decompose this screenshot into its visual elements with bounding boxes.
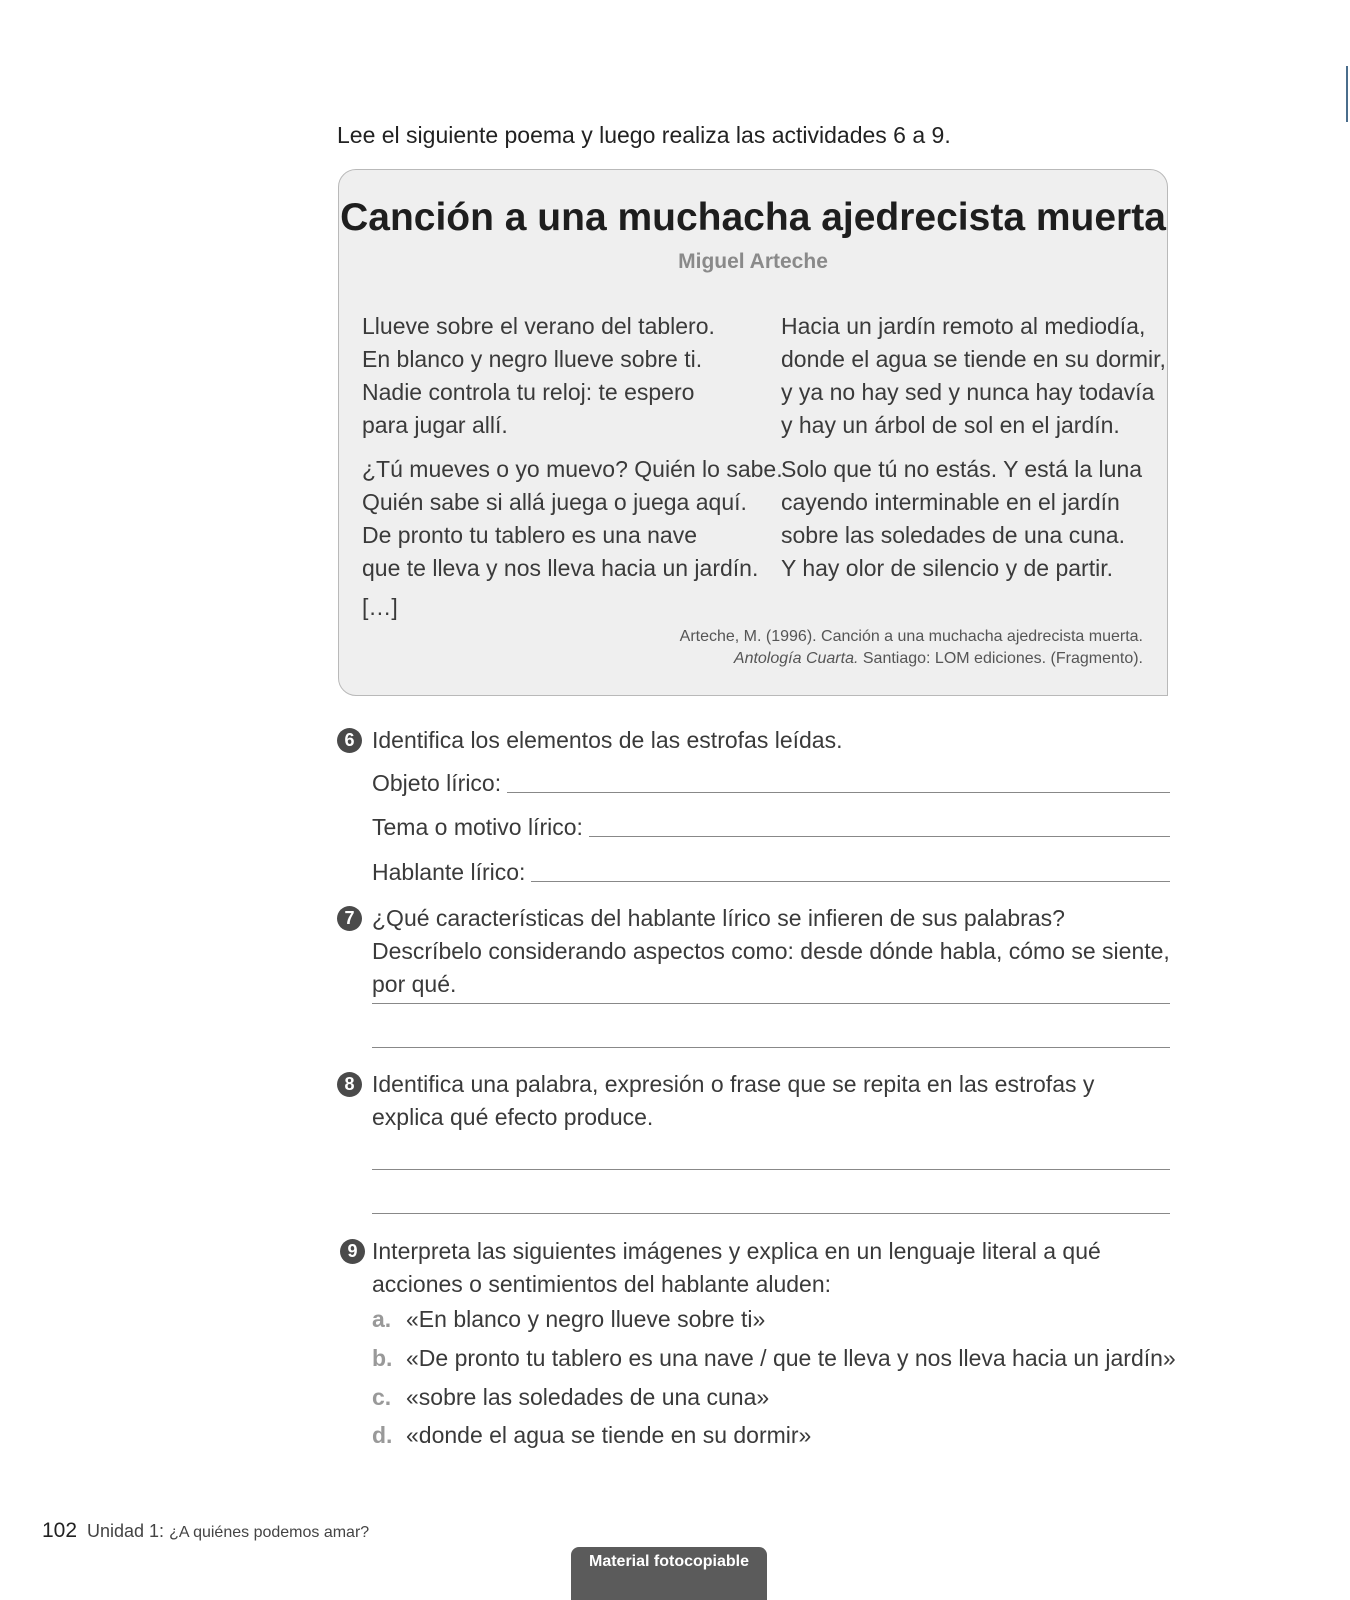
field-label: Objeto lírico: <box>372 770 502 796</box>
poem-title: Canción a una muchacha ajedrecista muerta <box>340 196 1166 239</box>
stanza <box>362 310 783 442</box>
citation-rest: Santiago: LOM ediciones. (Fragmento). <box>858 650 1143 667</box>
question-8 <box>337 1068 1177 1134</box>
objeto-lirico-field[interactable] <box>372 770 1170 797</box>
poem-column-right <box>781 310 1166 596</box>
verse: donde el agua se tiende en su dormir, <box>781 346 1166 372</box>
option-letter: b. <box>372 1345 393 1371</box>
option-d <box>372 1422 811 1449</box>
photocopy-badge: Material fotocopiable <box>571 1547 767 1600</box>
verse: Hacia un jardín remoto al mediodía, <box>781 313 1146 339</box>
option-letter: d. <box>372 1422 393 1448</box>
verse: para jugar allí. <box>362 412 508 438</box>
verse: Nadie controla tu reloj: te espero <box>362 379 695 405</box>
verse: sobre las soledades de una cuna. <box>781 522 1125 548</box>
tema-lirico-field[interactable] <box>372 814 1170 841</box>
poem-column-left <box>362 310 783 596</box>
verse: que te lleva y nos lleva hacia un jardín. <box>362 555 759 581</box>
question-text: ¿Qué características del hablante lírico se infieren de sus palabras? Descríbelo considerando aspectos como: desde dónde habla, cómo se siente, por qué. <box>372 905 1170 997</box>
question-text: Identifica una palabra, expresión o frase que se repita en las estrofas y explica qué efecto produce. <box>372 1071 1095 1130</box>
option-b <box>372 1345 1176 1372</box>
question-number-badge: 7 <box>337 906 362 931</box>
stanza <box>362 453 783 585</box>
citation <box>680 626 1143 670</box>
answer-line[interactable] <box>531 881 1170 882</box>
option-text: «En blanco y negro llueve sobre ti» <box>406 1306 766 1332</box>
question-text: Identifica los elementos de las estrofas leídas. <box>372 727 843 753</box>
option-letter: c. <box>372 1384 392 1410</box>
answer-line[interactable] <box>372 1047 1170 1048</box>
poem-ellipsis: […] <box>362 594 398 620</box>
answer-line[interactable] <box>372 1213 1170 1214</box>
stanza <box>781 453 1166 585</box>
answer-line[interactable] <box>372 1003 1170 1004</box>
option-text: «De pronto tu tablero es una nave / que te lleva y nos lleva hacia un jardín» <box>406 1345 1176 1371</box>
option-c <box>372 1384 769 1411</box>
citation-line-1: Arteche, M. (1996). Canción a una muchacha ajedrecista muerta. <box>679 628 1143 645</box>
verse: ¿Tú mueves o yo muevo? Quién lo sabe. <box>362 456 783 482</box>
hablante-lirico-field[interactable] <box>372 859 1170 886</box>
instructions: Lee el siguiente poema y luego realiza las actividades 6 a 9. <box>337 122 951 148</box>
unit-label <box>87 1521 369 1542</box>
unit-title: ¿A quiénes podemos amar? <box>169 1524 370 1541</box>
verse: y hay un árbol de sol en el jardín. <box>781 412 1120 438</box>
field-label: Hablante lírico: <box>372 859 526 885</box>
verse: cayendo interminable en el jardín <box>781 489 1120 515</box>
answer-line[interactable] <box>372 1169 1170 1170</box>
question-9 <box>337 1235 1177 1301</box>
option-a <box>372 1306 765 1333</box>
option-text: «donde el agua se tiende en su dormir» <box>406 1422 812 1448</box>
citation-line-2 <box>680 648 1143 670</box>
poem-author: Miguel Arteche <box>678 250 828 273</box>
question-number-badge: 6 <box>337 728 362 753</box>
field-label: Tema o motivo lírico: <box>372 814 583 840</box>
citation-book: Antología Cuarta. <box>733 650 859 667</box>
verse: Llueve sobre el verano del tablero. <box>362 313 715 339</box>
question-text: Interpreta las siguientes imágenes y explica en un lenguaje literal a qué acciones o sentimientos del hablante aluden: <box>372 1238 1101 1297</box>
question-number-badge: 8 <box>337 1072 362 1097</box>
stanza <box>781 310 1166 442</box>
page-number: 102 <box>42 1519 78 1542</box>
unit-name: Unidad 1: <box>87 1521 170 1541</box>
answer-line[interactable] <box>507 792 1170 793</box>
verse: Solo que tú no estás. Y está la luna <box>781 456 1143 482</box>
verse: Y hay olor de silencio y de partir. <box>781 555 1113 581</box>
question-6 <box>337 724 1177 757</box>
verse: De pronto tu tablero es una nave <box>362 522 698 548</box>
question-7 <box>337 902 1177 997</box>
verse: En blanco y negro llueve sobre ti. <box>362 346 703 372</box>
poem-box <box>338 169 1168 696</box>
answer-line[interactable] <box>589 836 1170 837</box>
verse: Quién sabe si allá juega o juega aquí. <box>362 489 747 515</box>
option-text: «sobre las soledades de una cuna» <box>406 1384 770 1410</box>
option-letter: a. <box>372 1306 392 1332</box>
edge-marker <box>1346 66 1348 122</box>
question-number-badge: 9 <box>340 1239 365 1264</box>
verse: y ya no hay sed y nunca hay todavía <box>781 379 1155 405</box>
